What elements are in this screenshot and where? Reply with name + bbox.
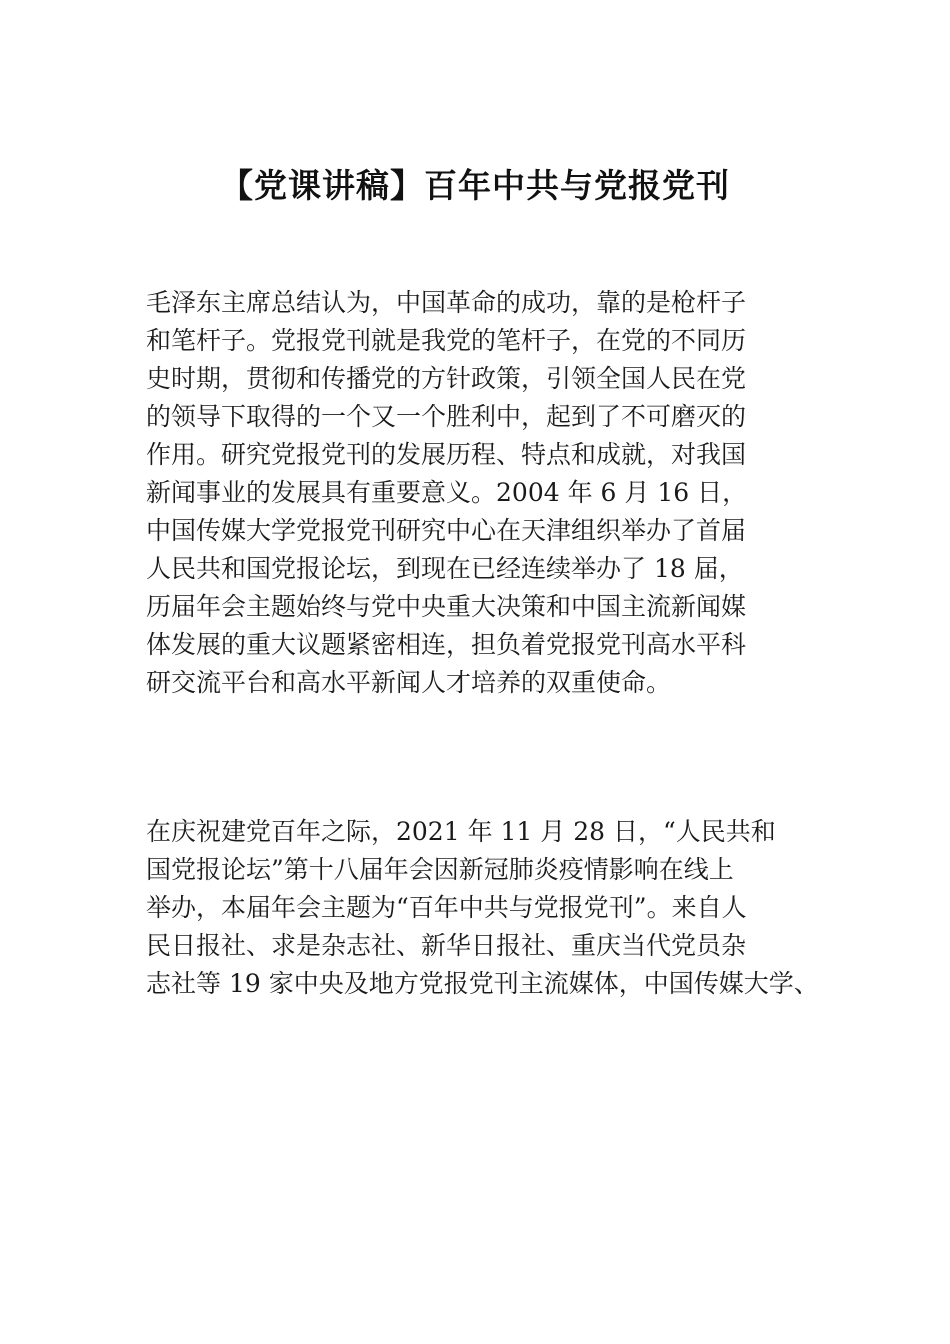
text-line: 在庆祝建党百年之际，2021 年 11 月 28 日，“人民共和	[146, 817, 776, 846]
text-line: 史时期，贯彻和传播党的方针政策，引领全国人民在党	[146, 364, 747, 393]
text-line: 举办，本届年会主题为“百年中共与党报党刊”。来自人	[146, 893, 747, 922]
paragraph-1	[146, 284, 826, 702]
text-line: 和笔杆子。党报党刊就是我党的笔杆子，在党的不同历	[146, 326, 747, 355]
paragraph-2	[146, 813, 826, 1003]
text-line: 作用。研究党报党刊的发展历程、特点和成就，对我国	[146, 440, 747, 469]
text-line: 历届年会主题始终与党中央重大决策和中国主流新闻媒	[146, 592, 747, 621]
text-line: 新闻事业的发展具有重要意义。2004 年 6 月 16 日，	[146, 478, 748, 507]
text-line: 中国传媒大学党报党刊研究中心在天津组织举办了首届	[146, 516, 747, 545]
text-line: 研交流平台和高水平新闻人才培养的双重使命。	[146, 668, 672, 697]
text-line: 的领导下取得的一个又一个胜利中，起到了不可磨灭的	[146, 402, 747, 431]
text-line: 民日报社、求是杂志社、新华日报社、重庆当代党员杂	[146, 931, 747, 960]
text-line: 体发展的重大议题紧密相连，担负着党报党刊高水平科	[146, 630, 747, 659]
text-line: 志社等 19 家中央及地方党报党刊主流媒体，中国传媒大学、	[146, 969, 819, 998]
document-title: 【党课讲稿】百年中共与党报党刊	[220, 166, 730, 205]
text-line: 人民共和国党报论坛，到现在已经连续举办了 18 届，	[146, 554, 744, 583]
text-line: 毛泽东主席总结认为，中国革命的成功，靠的是枪杆子	[146, 288, 747, 317]
text-line: 国党报论坛”第十八届年会因新冠肺炎疫情影响在线上	[146, 855, 734, 884]
